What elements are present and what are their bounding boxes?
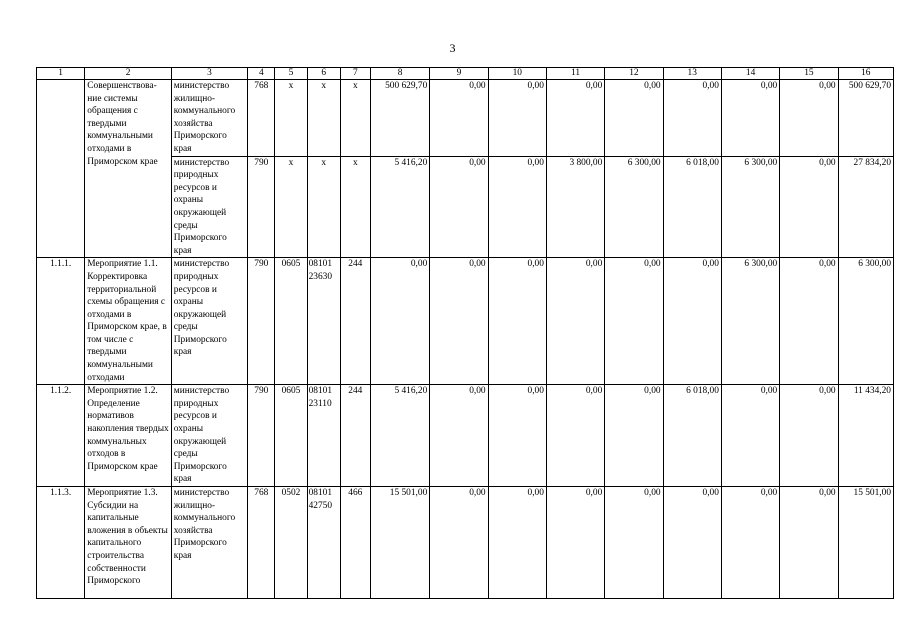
amount-cell: 0,00 [663,258,721,385]
expense-type-cell: х [340,156,370,258]
amount-cell: 0,00 [488,80,546,157]
column-header: 10 [488,68,546,80]
column-header: 1 [37,68,85,80]
column-header: 8 [370,68,429,80]
section-code-cell: х [275,156,307,258]
section-code-cell: 0605 [275,258,307,385]
amount-cell: 0,00 [430,80,488,157]
amount-cell: 0,00 [780,80,838,157]
column-header: 9 [430,68,488,80]
amount-cell: 0,00 [488,385,546,487]
activity-name-cell: Мероприятие 1.3. Субсидии на капитальные вложения в объекты капитального строительства собственности Приморского [85,487,172,599]
amount-cell: 0,00 [780,487,838,599]
amount-cell: 6 018,00 [663,385,721,487]
column-header: 6 [307,68,340,80]
row-number-cell: 1.1.3. [37,487,85,599]
section-code-cell: 0605 [275,385,307,487]
grbs-code-cell: 768 [248,487,275,599]
amount-cell: 3 800,00 [546,156,604,258]
column-header: 11 [546,68,604,80]
budget-table [36,67,894,599]
amount-cell: 0,00 [488,156,546,258]
amount-cell: 0,00 [605,385,663,487]
column-header: 12 [605,68,663,80]
target-code-cell: 08101 23110 [307,385,340,487]
amount-cell: 0,00 [605,258,663,385]
amount-cell: 0,00 [430,487,488,599]
amount-cell: 0,00 [663,487,721,599]
amount-cell: 0,00 [605,80,663,157]
activity-name-cell: Совершенствова-ние системы обращения с твердыми коммунальными отходами в Приморском крае [85,80,172,258]
amount-cell: 6 300,00 [605,156,663,258]
grbs-code-cell: 790 [248,156,275,258]
table-row [37,258,894,385]
target-code-cell: 08101 42750 [307,487,340,599]
target-code-cell: х [307,80,340,157]
column-header: 3 [171,68,247,80]
amount-cell: 0,00 [605,487,663,599]
amount-cell: 0,00 [721,385,779,487]
expense-type-cell: х [340,80,370,157]
column-header: 16 [838,68,893,80]
grbs-code-cell: 790 [248,385,275,487]
row-number-cell: 1.1.1. [37,258,85,385]
column-header: 13 [663,68,721,80]
amount-cell: 0,00 [370,258,429,385]
column-header: 15 [780,68,838,80]
amount-cell: 0,00 [546,258,604,385]
total-cell: 15 501,00 [838,487,893,599]
amount-cell: 0,00 [663,80,721,157]
amount-cell: 500 629,70 [370,80,429,157]
amount-cell: 5 416,20 [370,156,429,258]
total-cell: 11 434,20 [838,385,893,487]
activity-name-cell: Мероприятие 1.1. Корректировка территориальной схемы обращения с отходами в Приморском крае, в том числе с твердыми коммунальными отходами [85,258,172,385]
activity-name-cell: Мероприятие 1.2. Определение нормативов накопления твердых коммунальных отходов в Приморском крае [85,385,172,487]
amount-cell: 0,00 [780,385,838,487]
amount-cell: 0,00 [721,487,779,599]
executor-cell: министерство жилищно-коммунального хозяйства Приморского края [171,487,247,599]
column-header: 4 [248,68,275,80]
total-cell: 500 629,70 [838,80,893,157]
column-header: 7 [340,68,370,80]
amount-cell: 0,00 [430,385,488,487]
total-cell: 27 834,20 [838,156,893,258]
amount-cell: 15 501,00 [370,487,429,599]
executor-cell: министерство жилищно-коммунального хозяйства Приморского края [171,80,247,157]
amount-cell: 0,00 [546,385,604,487]
section-code-cell: 0502 [275,487,307,599]
amount-cell: 0,00 [430,156,488,258]
section-code-cell: х [275,80,307,157]
amount-cell: 0,00 [488,258,546,385]
target-code-cell: х [307,156,340,258]
column-header: 2 [85,68,172,80]
expense-type-cell: 244 [340,385,370,487]
row-number-cell: 1.1.2. [37,385,85,487]
executor-cell: министерство природных ресурсов и охраны окружающей среды Приморского края [171,385,247,487]
table-row [37,487,894,599]
row-number-cell [37,80,85,258]
amount-cell: 6 300,00 [721,258,779,385]
column-number-header-row [37,68,894,80]
total-cell: 6 300,00 [838,258,893,385]
amount-cell: 0,00 [721,80,779,157]
amount-cell: 0,00 [780,156,838,258]
amount-cell: 0,00 [546,487,604,599]
amount-cell: 0,00 [488,487,546,599]
grbs-code-cell: 790 [248,258,275,385]
grbs-code-cell: 768 [248,80,275,157]
page-number: 3 [449,41,456,55]
executor-cell: министерство природных ресурсов и охраны окружающей среды Приморского края [171,258,247,385]
table-row [37,385,894,487]
amount-cell: 5 416,20 [370,385,429,487]
amount-cell: 0,00 [546,80,604,157]
amount-cell: 6 300,00 [721,156,779,258]
expense-type-cell: 466 [340,487,370,599]
expense-type-cell: 244 [340,258,370,385]
table-row [37,80,894,157]
column-header: 14 [721,68,779,80]
amount-cell: 0,00 [780,258,838,385]
column-header: 5 [275,68,307,80]
amount-cell: 6 018,00 [663,156,721,258]
target-code-cell: 08101 23630 [307,258,340,385]
amount-cell: 0,00 [430,258,488,385]
executor-cell: министерство природных ресурсов и охраны окружающей среды Приморского края [171,156,247,258]
